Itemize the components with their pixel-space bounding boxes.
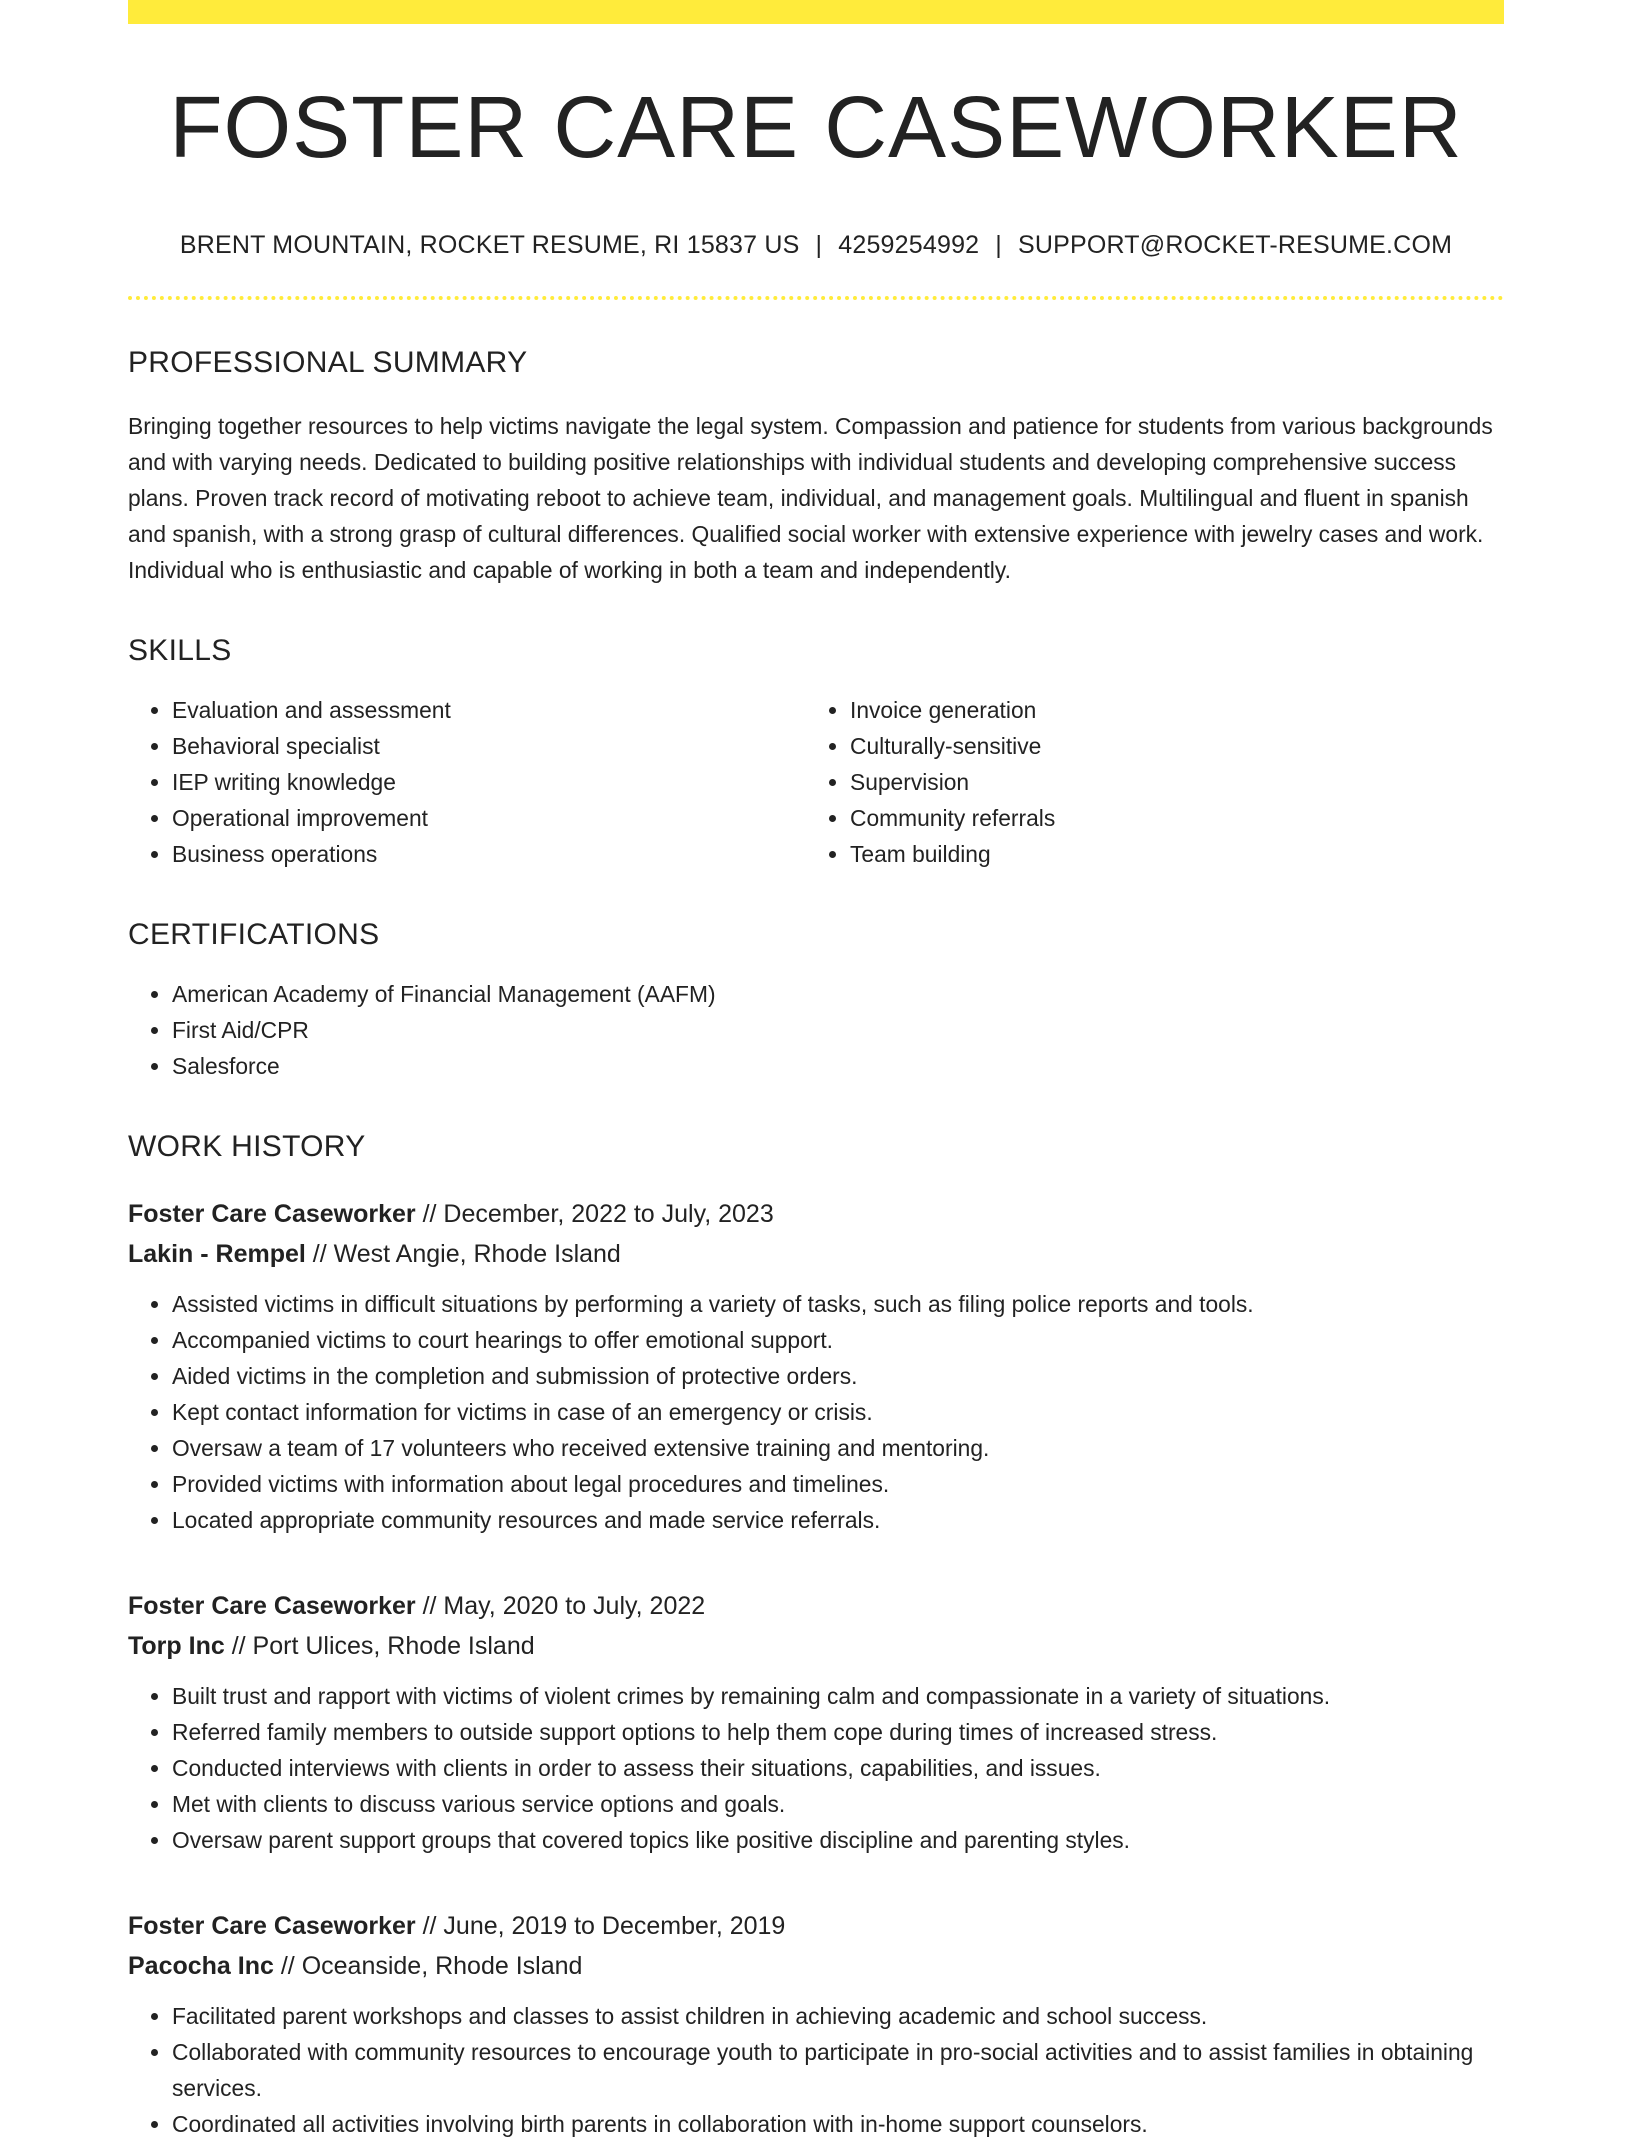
job-entry <box>128 1194 1504 1538</box>
job-bullets <box>128 1998 1504 2142</box>
certification-item: • Salesforce <box>172 1048 1504 1084</box>
job-bullet: • Kept contact information for victims in case of an emergency or crisis. <box>172 1394 1504 1430</box>
job-location: // West Angie, Rhode Island <box>305 1240 621 1268</box>
skill-item: • Operational improvement <box>172 800 806 836</box>
job-bullet: • Provided victims with information about legal procedures and timelines. <box>172 1466 1504 1502</box>
job-bullets <box>128 1286 1504 1538</box>
contact-phone: 4259254992 <box>838 231 980 259</box>
header-divider <box>128 296 1504 300</box>
job-bullet: • Located appropriate community resources and made service referrals. <box>172 1502 1504 1538</box>
skill-item: • Behavioral specialist <box>172 728 806 764</box>
job-bullets <box>128 1678 1504 1858</box>
contact-line <box>128 231 1504 260</box>
job-bullet: • Built trust and rapport with victims of violent crimes by remaining calm and compassionate in a variety of situations. <box>172 1678 1504 1714</box>
job-bullet: • Facilitated parent workshops and classes to assist children in achieving academic and school success. <box>172 1998 1504 2034</box>
skills-heading: SKILLS <box>128 634 232 667</box>
job-company-line <box>128 1626 1504 1666</box>
job-company-line <box>128 1946 1504 1986</box>
job-location: // Port Ulices, Rhode Island <box>224 1632 535 1660</box>
resume-title: FOSTER CARE CASEWORKER <box>169 79 1463 176</box>
certification-item: • American Academy of Financial Management (AAFM) <box>172 976 1504 1012</box>
job-company-line <box>128 1234 1504 1274</box>
summary-text: Bringing together resources to help victims navigate the legal system. Compassion and patience for students from various backgrounds and with varying needs. Dedicated to building positive relationships with individual students and developing comprehensive success plans. Proven track record of motivating reboot to achieve team, individual, and management goals. Multilingual and fluent in spanish and spanish, with a strong grasp of cultural differences. Qualified social worker with extensive experience with jewelry cases and work. Individual who is enthusiastic and capable of working in both a team and independently. <box>128 413 1493 583</box>
job-company: Pacocha Inc <box>128 1952 274 1980</box>
skill-item: • Business operations <box>172 836 806 872</box>
job-company: Lakin - Rempel <box>128 1240 306 1268</box>
skills-grid <box>128 692 1504 872</box>
job-bullet: • Accompanied victims to court hearings to offer emotional support. <box>172 1322 1504 1358</box>
skill-item: • Community referrals <box>850 800 1484 836</box>
job-dates: // December, 2022 to July, 2023 <box>415 1200 774 1228</box>
job-title-line <box>128 1586 1504 1626</box>
job-bullet: • Oversaw parent support groups that covered topics like positive discipline and parenting styles. <box>172 1822 1504 1858</box>
contact-address: BRENT MOUNTAIN, ROCKET RESUME, RI 15837 US <box>179 231 800 259</box>
job-bullet: • Aided victims in the completion and submission of protective orders. <box>172 1358 1504 1394</box>
job-bullet: • Conducted interviews with clients in order to assess their situations, capabilities, and issues. <box>172 1750 1504 1786</box>
job-entry <box>128 1586 1504 1858</box>
skill-item: • Evaluation and assessment <box>172 692 806 728</box>
job-bullet: • Coordinated all activities involving birth parents in collaboration with in-home support counselors. <box>172 2106 1504 2142</box>
job-dates: // May, 2020 to July, 2022 <box>415 1592 706 1620</box>
job-bullet: • Assisted victims in difficult situations by performing a variety of tasks, such as filing police reports and tools. <box>172 1286 1504 1322</box>
certifications-heading: CERTIFICATIONS <box>128 918 380 951</box>
skill-item: • Supervision <box>850 764 1484 800</box>
job-bullet: • Referred family members to outside support options to help them cope during times of increased stress. <box>172 1714 1504 1750</box>
job-entry <box>128 1906 1504 2142</box>
job-title-line <box>128 1194 1504 1234</box>
job-title: Foster Care Caseworker <box>128 1200 416 1228</box>
skill-item: • IEP writing knowledge <box>172 764 806 800</box>
work-history-heading: WORK HISTORY <box>128 1130 366 1163</box>
skill-item: • Team building <box>850 836 1484 872</box>
contact-separator: | <box>815 231 823 259</box>
job-company: Torp Inc <box>128 1632 225 1660</box>
job-title: Foster Care Caseworker <box>128 1912 416 1940</box>
skill-item: • Invoice generation <box>850 692 1484 728</box>
certifications-list <box>128 976 1504 1084</box>
skill-item: • Culturally-sensitive <box>850 728 1484 764</box>
job-bullet: • Oversaw a team of 17 volunteers who received extensive training and mentoring. <box>172 1430 1504 1466</box>
summary-heading: PROFESSIONAL SUMMARY <box>128 346 528 379</box>
contact-email: SUPPORT@ROCKET-RESUME.COM <box>1017 231 1453 259</box>
contact-separator: | <box>995 231 1002 259</box>
job-bullet: • Collaborated with community resources to encourage youth to participate in pro-social activities and to assist families in obtaining services. <box>172 2034 1504 2106</box>
job-bullet: • Met with clients to discuss various service options and goals. <box>172 1786 1504 1822</box>
top-accent-bar <box>128 0 1504 24</box>
resume-page <box>128 0 1504 2142</box>
job-title-line <box>128 1906 1504 1946</box>
certification-item: • First Aid/CPR <box>172 1012 1504 1048</box>
job-title: Foster Care Caseworker <box>128 1592 416 1620</box>
skills-list-right <box>806 692 1484 872</box>
skills-list-left <box>128 692 806 872</box>
job-location: // Oceanside, Rhode Island <box>273 1952 583 1980</box>
job-dates: // June, 2019 to December, 2019 <box>415 1912 786 1940</box>
